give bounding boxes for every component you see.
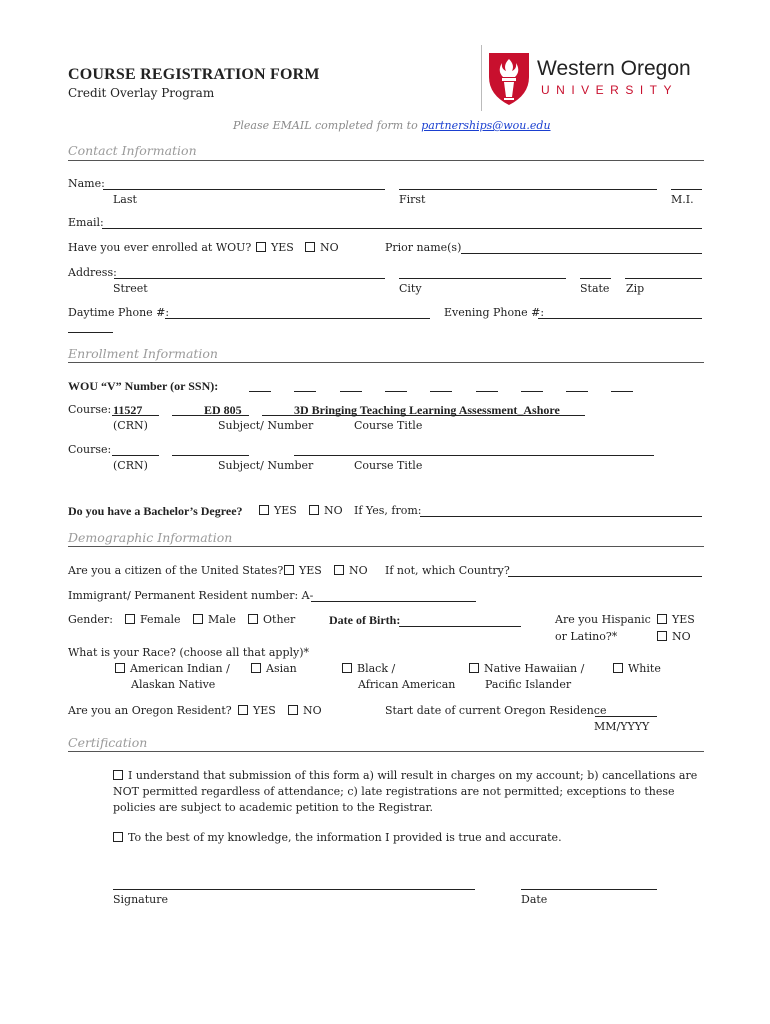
bachelor-from-label: If Yes, from: (354, 504, 422, 517)
email-link[interactable]: partnerships@wou.edu (421, 119, 551, 132)
v-number-digit[interactable] (340, 391, 362, 392)
bachelor-question: Do you have a Bachelor’s Degree? (68, 504, 243, 518)
v-number-digit[interactable] (385, 391, 407, 392)
course-2-crn-field[interactable] (112, 455, 159, 456)
v-number-digit[interactable] (611, 391, 633, 392)
v-number-digit[interactable] (294, 391, 316, 392)
certification-statement-1[interactable]: I understand that submission of this form a) will result in charges on my account; b) cancellations are NOT permitted regardless of attendance; c) late registrations are not permitted; exceptions to these policies are subject to academic petition to the Registrar. (113, 769, 698, 814)
race-native-hawaiian-option[interactable]: Native Hawaiian / (469, 662, 584, 675)
country-field[interactable] (508, 576, 702, 577)
first-caption: First (399, 193, 426, 206)
dob-label: Date of Birth: (329, 613, 401, 627)
v-number-digit[interactable] (430, 391, 452, 392)
hispanic-no-option[interactable]: NO (657, 630, 691, 643)
middle-initial-field[interactable] (671, 189, 702, 190)
evening-phone-label: Evening Phone #: (444, 306, 545, 319)
crn-caption: (CRN) (113, 419, 148, 432)
resident-number-field[interactable] (311, 601, 476, 602)
logo-line-1: Western Oregon (537, 57, 691, 80)
daytime-phone-field[interactable] (165, 318, 430, 319)
checkbox[interactable] (288, 705, 298, 715)
checkbox[interactable] (259, 505, 269, 515)
checkbox[interactable] (334, 565, 344, 575)
gender-male-option[interactable]: Male (193, 613, 236, 626)
checkbox[interactable] (238, 705, 248, 715)
hispanic-question-line-1: Are you Hispanic (555, 613, 651, 626)
section-certification-heading: Certification (68, 735, 148, 750)
race-american-indian-option[interactable]: American Indian / (115, 662, 230, 675)
section-demographic-heading: Demographic Information (68, 530, 233, 545)
bachelor-from-field[interactable] (420, 516, 702, 517)
last-caption: Last (113, 193, 137, 206)
checkbox[interactable] (309, 505, 319, 515)
citizen-yes-option[interactable]: YES (284, 564, 322, 577)
checkbox[interactable] (113, 770, 123, 780)
race-black-option[interactable]: Black / (342, 662, 395, 675)
oregon-yes-option[interactable]: YES (238, 704, 276, 717)
checkbox[interactable] (657, 614, 667, 624)
subject-number-caption: Subject/ Number (218, 419, 314, 432)
checkbox[interactable] (193, 614, 203, 624)
citizen-no-option[interactable]: NO (334, 564, 368, 577)
v-number-digit[interactable] (566, 391, 588, 392)
gender-other-option[interactable]: Other (248, 613, 295, 626)
hispanic-question-line-2: or Latino?* (555, 630, 618, 643)
course-1-crn-value[interactable]: 11527 (113, 403, 143, 417)
race-black-line-2: African American (358, 678, 456, 691)
section-divider (68, 546, 704, 547)
section-contact-heading: Contact Information (68, 143, 197, 158)
v-number-digit[interactable] (521, 391, 543, 392)
resident-number-label: Immigrant/ Permanent Resident number: A- (68, 589, 314, 602)
course-2-subject-field[interactable] (172, 455, 249, 456)
checkbox[interactable] (248, 614, 258, 624)
form-subtitle: Credit Overlay Program (68, 86, 215, 100)
email-field[interactable] (102, 228, 702, 229)
state-caption: State (580, 282, 610, 295)
checkbox[interactable] (125, 614, 135, 624)
email-label: Email: (68, 216, 104, 229)
checkbox[interactable] (657, 631, 667, 641)
checkbox[interactable] (256, 242, 266, 252)
zip-field[interactable] (625, 278, 702, 279)
signature-caption: Signature (113, 893, 169, 906)
evening-phone-field[interactable] (538, 318, 702, 319)
date-field[interactable] (521, 889, 657, 890)
bachelor-yes-option[interactable]: YES (259, 504, 297, 517)
first-name-field[interactable] (399, 189, 657, 190)
v-number-digit[interactable] (476, 391, 498, 392)
course-title-caption: Course Title (354, 459, 423, 472)
course-1-label: Course: (68, 403, 112, 416)
residence-start-label: Start date of current Oregon Residence (385, 704, 607, 717)
enrolled-question: Have you ever enrolled at WOU? (68, 241, 252, 254)
mi-caption: M.I. (671, 193, 694, 206)
v-number-label: WOU “V” Number (or SSN): (68, 379, 219, 393)
name-label: Name: (68, 177, 105, 190)
country-question: If not, which Country? (385, 564, 510, 577)
city-field[interactable] (399, 278, 566, 279)
zip-caption: Zip (626, 282, 645, 295)
course-1-title-value[interactable]: 3D Bringing Teaching Learning Assessment_Ashore (294, 403, 560, 417)
checkbox[interactable] (284, 565, 294, 575)
race-american-indian-line-2: Alaskan Native (131, 678, 216, 691)
section-divider (68, 751, 704, 752)
course-2-title-field[interactable] (294, 455, 654, 456)
subject-number-caption: Subject/ Number (218, 459, 314, 472)
mmyyyy-caption: MM/YYYY (594, 720, 650, 733)
course-2-label: Course: (68, 443, 112, 456)
checkbox[interactable] (469, 663, 479, 673)
checkbox[interactable] (113, 832, 123, 842)
address-label: Address: (68, 266, 117, 279)
last-name-field[interactable] (103, 189, 385, 190)
city-caption: City (399, 282, 422, 295)
enrolled-yes-option[interactable]: YES (256, 241, 294, 254)
crn-caption: (CRN) (113, 459, 148, 472)
checkbox[interactable] (115, 663, 125, 673)
certification-statement-2[interactable]: To the best of my knowledge, the information I provided is true and accurate. (113, 831, 562, 844)
university-logo (481, 45, 703, 111)
logo-line-2: UNIVERSITY (541, 83, 679, 97)
v-number-digit[interactable] (249, 391, 271, 392)
oregon-no-option[interactable]: NO (288, 704, 322, 717)
enrolled-no-option[interactable]: NO (305, 241, 339, 254)
course-title-caption: Course Title (354, 419, 423, 432)
daytime-phone-field-continuation[interactable] (68, 332, 113, 333)
street-caption: Street (113, 282, 148, 295)
race-asian-option[interactable]: Asian (251, 662, 297, 675)
section-divider (68, 362, 704, 363)
checkbox[interactable] (251, 663, 261, 673)
prior-names-field[interactable] (461, 253, 702, 254)
torch-icon (485, 49, 533, 109)
street-field[interactable] (114, 278, 385, 279)
gender-female-option[interactable]: Female (125, 613, 181, 626)
checkbox[interactable] (342, 663, 352, 673)
section-divider (68, 160, 704, 161)
email-note: Please EMAIL completed form to partnerships@wou.edu (233, 119, 551, 132)
form-title: COURSE REGISTRATION FORM (68, 66, 320, 83)
date-caption: Date (521, 893, 548, 906)
prior-names-label: Prior name(s) (385, 241, 462, 254)
dob-field[interactable] (399, 626, 521, 627)
signature-field[interactable] (113, 889, 475, 890)
race-white-option[interactable]: White (613, 662, 661, 675)
hispanic-yes-option[interactable]: YES (657, 613, 695, 626)
race-native-hawaiian-line-2: Pacific Islander (485, 678, 572, 691)
checkbox[interactable] (613, 663, 623, 673)
course-1-subject-value[interactable]: ED 805 (204, 403, 242, 417)
checkbox[interactable] (305, 242, 315, 252)
citizen-question: Are you a citizen of the United States? (68, 564, 284, 577)
race-question: What is your Race? (choose all that apply)* (68, 646, 310, 659)
gender-label: Gender: (68, 613, 113, 626)
bachelor-no-option[interactable]: NO (309, 504, 343, 517)
section-enrollment-heading: Enrollment Information (68, 346, 218, 361)
daytime-phone-label: Daytime Phone #: (68, 306, 170, 319)
oregon-resident-question: Are you an Oregon Resident? (68, 704, 232, 717)
residence-start-field[interactable] (595, 716, 657, 717)
state-field[interactable] (580, 278, 611, 279)
